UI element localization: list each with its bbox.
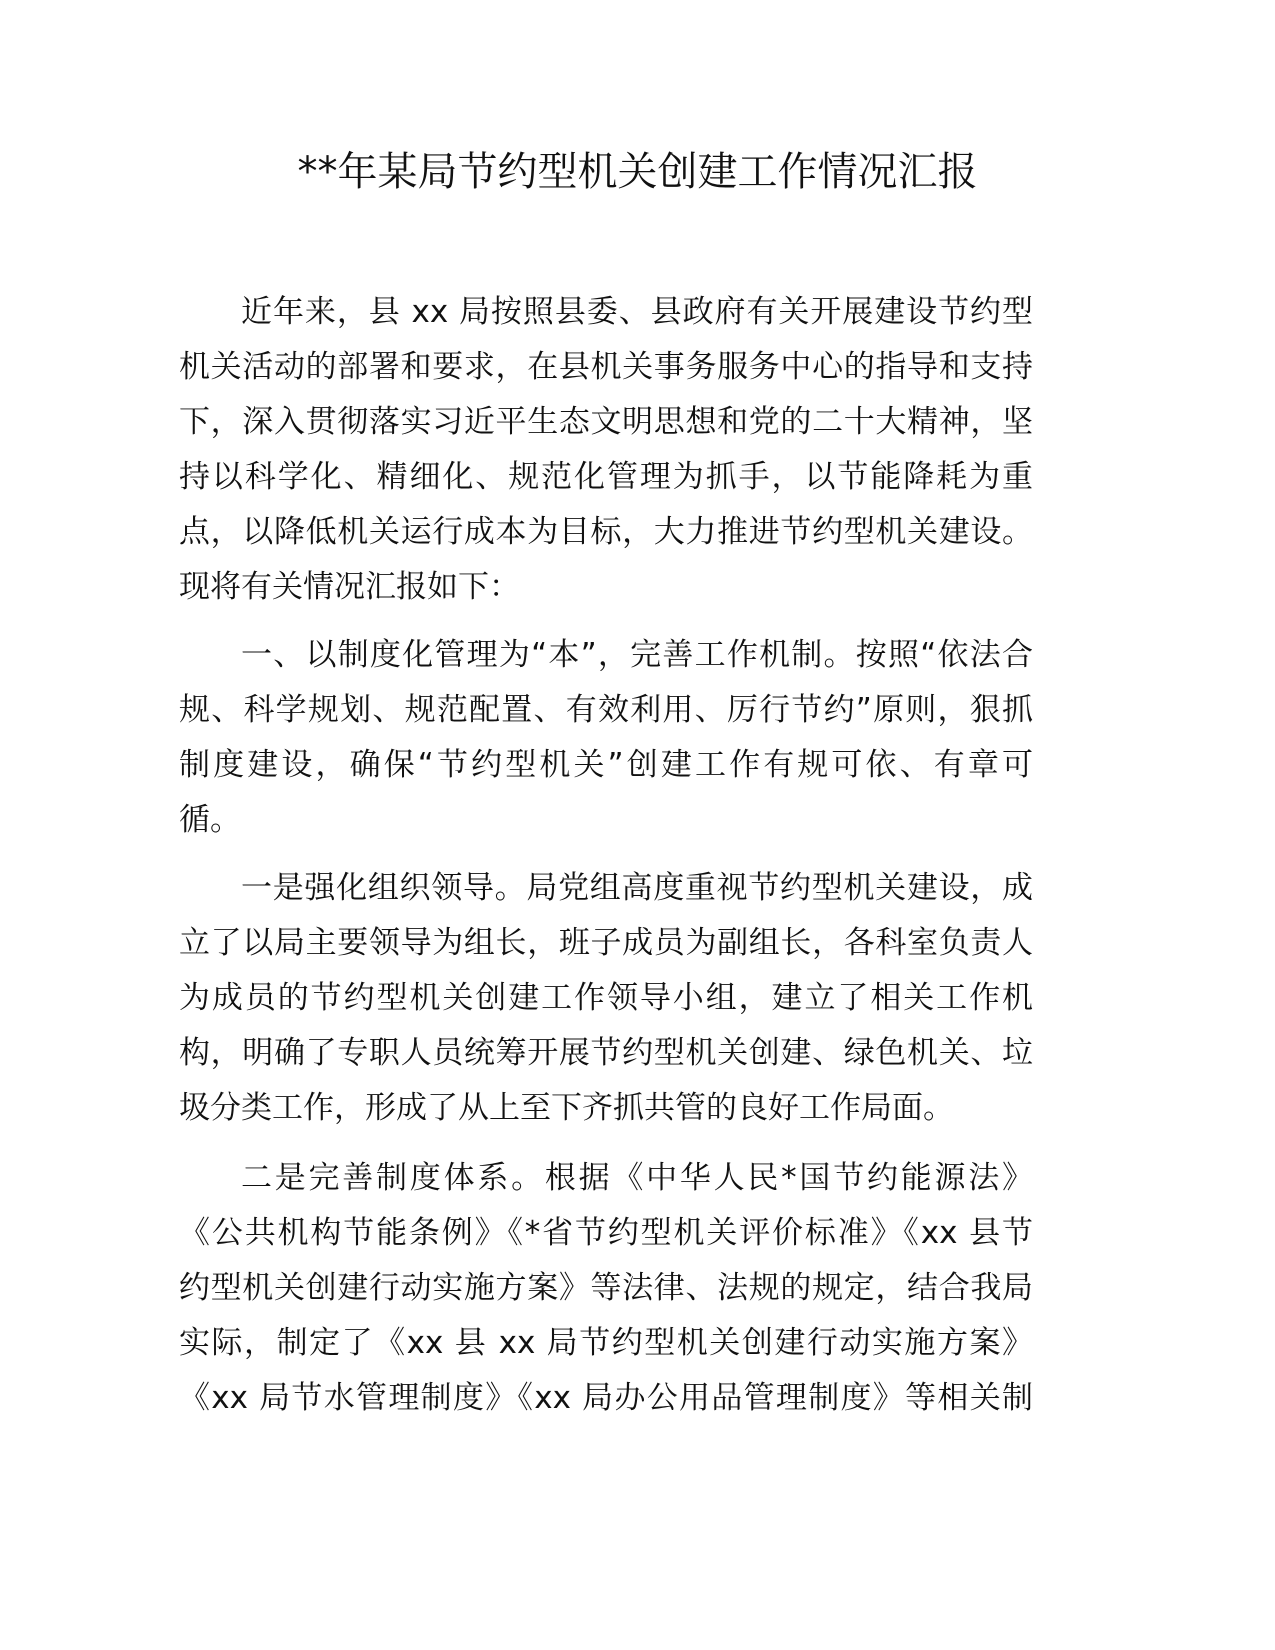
text-line: 制度建设，确保“节约型机关”创建工作有规可依、有章可 [179, 747, 1033, 783]
text-line: 实际，制定了《xx 县 xx 局节约型机关创建行动实施方案》 [179, 1325, 1033, 1361]
text-line: 现将有关情况汇报如下： [179, 569, 520, 605]
text-line: 构，明确了专职人员统筹开展节约型机关创建、绿色机关、垃 [179, 1035, 1033, 1071]
text-line: 立了以局主要领导为组长，班子成员为副组长，各科室负责人 [179, 925, 1033, 961]
text-line: 规、科学规划、规范配置、有效利用、厉行节约”原则，狠抓 [179, 692, 1033, 728]
text-line: 近年来，县 xx 局按照县委、县政府有关开展建设节约型 [241, 294, 1033, 330]
text-line: 圾分类工作，形成了从上至下齐抓共管的良好工作局面。 [179, 1090, 954, 1126]
text-line: 机关活动的部署和要求，在县机关事务服务中心的指导和支持 [179, 349, 1033, 385]
text-line: 《公共机构节能条例》《*省节约型机关评价标准》《xx 县节 [179, 1215, 1033, 1251]
document-title: **年某局节约型机关创建工作情况汇报 [297, 149, 978, 195]
text-line: 约型机关创建行动实施方案》等法律、法规的规定，结合我局 [179, 1270, 1033, 1306]
text-line: 一是强化组织领导。局党组高度重视节约型机关建设，成 [241, 870, 1033, 906]
text-line: 一、以制度化管理为“本”，完善工作机制。按照“依法合 [241, 637, 1033, 673]
text-line: 持以科学化、精细化、规范化管理为抓手，以节能降耗为重 [179, 459, 1033, 495]
text-line: 循。 [179, 802, 241, 838]
text-line: 《xx 局节水管理制度》《xx 局办公用品管理制度》等相关制 [179, 1380, 1033, 1416]
text-line: 为成员的节约型机关创建工作领导小组，建立了相关工作机 [179, 980, 1033, 1016]
text-line: 二是完善制度体系。根据《中华人民*国节约能源法》 [241, 1160, 1033, 1196]
text-line: 点，以降低机关运行成本为目标，大力推进节约型机关建设。 [179, 514, 1033, 550]
text-line: 下，深入贯彻落实习近平生态文明思想和党的二十大精神，坚 [179, 404, 1033, 440]
